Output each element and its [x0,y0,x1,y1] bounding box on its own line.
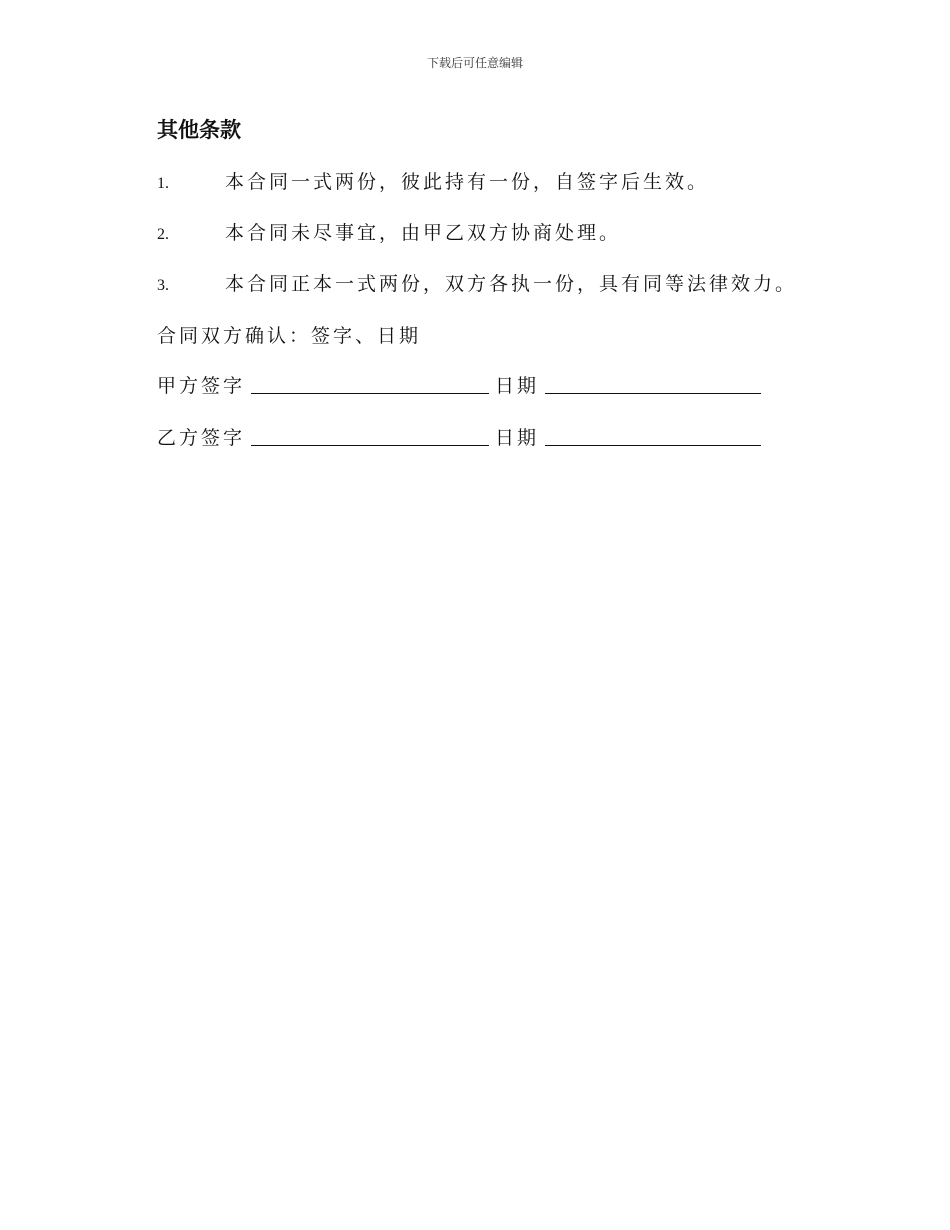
clause-item [157,218,621,244]
section-title: 其他条款 [157,118,241,142]
signature-row-party-b [157,423,767,451]
clause-number: 1. [157,175,169,192]
party-b-date-field[interactable] [545,427,761,446]
clause-text: 本合同未尽事宜，由甲乙双方协商处理。 [225,222,622,244]
party-b-signature-label: 乙方签字 [157,427,246,449]
header-note: 下载后可任意编辑 [426,56,523,70]
clause-item [157,269,797,295]
clause-number: 2. [157,226,169,243]
party-a-signature-field[interactable] [251,375,489,394]
party-a-date-label: 日期 [495,375,540,397]
clause-item [157,167,709,193]
party-a-date-field[interactable] [545,375,761,394]
clause-text: 本合同一式两份，彼此持有一份，自签字后生效。 [225,171,710,193]
clause-text: 本合同正本一式两份，双方各执一份，具有同等法律效力。 [225,273,798,295]
confirm-line: 合同双方确认：签字、日期 [157,325,422,347]
party-b-signature-field[interactable] [251,427,489,446]
party-b-date-label: 日期 [495,427,540,449]
signature-row-party-a [157,371,767,399]
clause-number: 3. [157,277,169,294]
party-a-signature-label: 甲方签字 [157,375,246,397]
